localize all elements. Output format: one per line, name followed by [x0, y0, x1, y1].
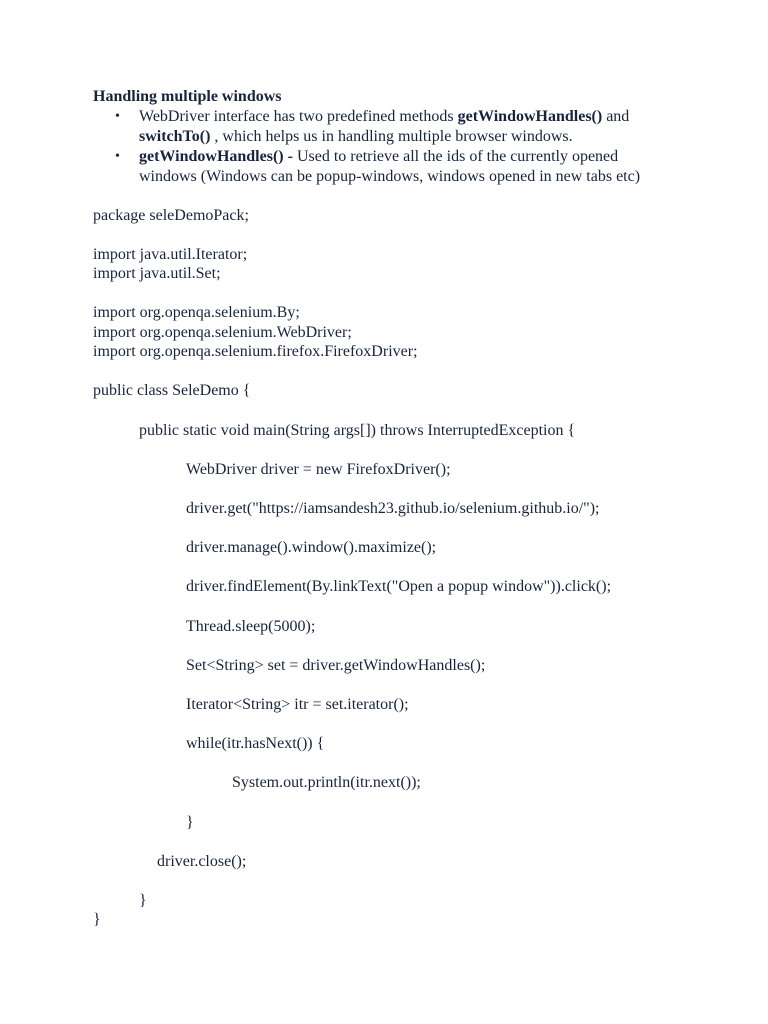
bullet-text: , which helps us in handling multiple browser windows.	[210, 127, 573, 145]
code-line: import org.openqa.selenium.WebDriver;	[93, 324, 352, 341]
code-line: }	[139, 892, 147, 909]
code-line: driver.close();	[157, 853, 247, 870]
bullet-text: WebDriver interface has two predefined methods	[139, 108, 458, 125]
bullet-item	[115, 107, 679, 146]
section-heading: Handling multiple windows	[93, 88, 282, 105]
code-line: Iterator<String> itr = set.iterator();	[186, 696, 409, 713]
code-line: package seleDemoPack;	[93, 207, 249, 224]
code-line: driver.findElement(By.linkText("Open a popup window")).click();	[186, 578, 612, 595]
code-line: while(itr.hasNext()) {	[186, 735, 325, 752]
bullet-dot-icon: •	[115, 149, 120, 164]
code-line: }	[186, 814, 194, 831]
method-name: getWindowHandles() -	[139, 148, 293, 165]
code-line: driver.get("https://iamsandesh23.github.io/selenium.github.io/");	[186, 500, 600, 517]
code-line: import java.util.Iterator;	[93, 246, 248, 263]
bullet-dot-icon: •	[115, 109, 120, 124]
code-line: import org.openqa.selenium.By;	[93, 304, 300, 321]
code-line: Thread.sleep(5000);	[186, 618, 316, 635]
code-line: import java.util.Set;	[93, 265, 221, 282]
bullet-text: Used to retrieve all the ids of the currently opened windows (Windows can be popup-windows, windows opened in new tabs etc)	[139, 148, 641, 185]
code-line: public class SeleDemo {	[93, 382, 251, 399]
code-line: WebDriver driver = new FirefoxDriver();	[186, 461, 451, 478]
code-line: import org.openqa.selenium.firefox.FirefoxDriver;	[93, 343, 418, 360]
bullet-item	[115, 147, 669, 186]
method-name: switchTo()	[139, 127, 211, 145]
code-line: public static void main(String args[]) throws InterruptedException {	[139, 422, 576, 439]
code-line: driver.manage().window().maximize();	[186, 539, 437, 556]
bullet-text: and	[602, 108, 630, 125]
code-line: Set<String> set = driver.getWindowHandles();	[186, 657, 486, 674]
method-name: getWindowHandles()	[457, 108, 603, 125]
code-line: System.out.println(itr.next());	[232, 774, 421, 791]
code-line: }	[93, 911, 101, 928]
